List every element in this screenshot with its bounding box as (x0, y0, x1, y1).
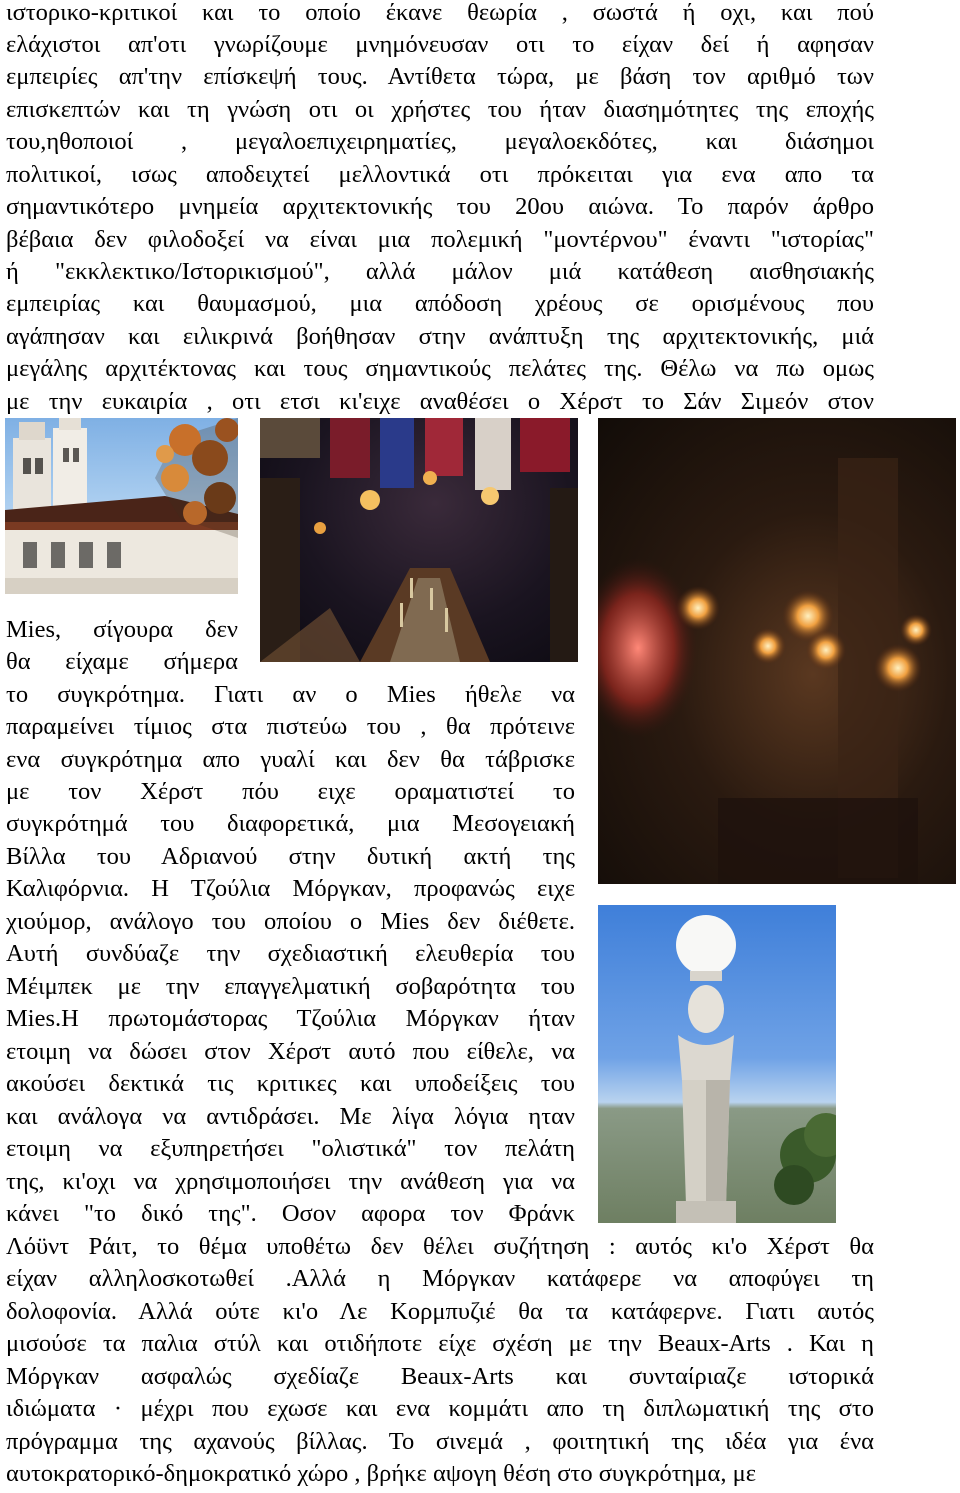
paragraph-line: ελάχιστοι απ'οτι γνωρίζουμε μνημόνευσαν οτι το είχαν δεί ή αφησαν (6, 31, 874, 58)
paragraph-line: βέβαια δεν φιλοδοξεί να είναι μια πολεμική "μοντέρνου" έναντι "ιστορίας" (6, 226, 874, 253)
paragraph-line: μισούσε τα παλια στύλ και οτιδήποτε είχε σχέση με την Beaux-Arts . Και η (6, 1330, 874, 1357)
paragraph-line: μεγάλης αρχιτέκτονας και τους σημαντικούς πελάτες της. Θέλω να πω ομως (6, 355, 874, 382)
paragraph-line: ενα συγκρότημα απο γυαλί και δεν θα τάβρισκε (6, 746, 575, 773)
paragraph-line: συγκρότημά του διαφορετικά, μια Μεσογειακή (6, 810, 575, 837)
paragraph-line: Καλιφόρνια. Η Τζούλια Μόργκαν, προφανώς ειχε (6, 875, 575, 902)
paragraph-line: εμπειρίες απ'την επίσκεψή τους. Αντίθετα τώρα, με βάση τον αριθμό των (6, 63, 874, 90)
paragraph-line: αγάπησαν και ειλικρινά βοήθησαν στην ανάπτυξη της αρχιτεκτονικής, μιά (6, 323, 874, 350)
paragraph-line: ή "εκκλεκτικο/Ιστορικισμού", αλλά μάλον μιά κατάθεση αισθησιακής (6, 258, 874, 285)
herm-lamp-illustration (598, 905, 836, 1223)
paragraph-line: είχαν αλληλοσκοτωθεί .Αλλά η Μόργκαν κατάφερε να αποφύγει τη (6, 1265, 874, 1292)
paragraph-line: Mies.Η πρωτομάστορας Τζούλια Μόργκαν ήταν (6, 1005, 575, 1032)
paragraph-line: σημαντικότερο μνημεία αρχιτεκτονικής του 20ου αιώνα. Το παρόν άρθρο (6, 193, 874, 220)
night-lamps-illustration (598, 418, 956, 884)
night-lamps-photo (598, 418, 956, 884)
paragraph-line: της, κι'οχι να χρησιμοποιήσει την ανάθεση για να (6, 1168, 575, 1195)
paragraph-line: Mies, σίγουρα δεν (6, 616, 238, 643)
paragraph-line: του,ηθοποιοί , μεγαλοεπιχειρηματίες, μεγαλοεκδότες, και διάσημοι (6, 128, 874, 155)
paragraph-line: αυτοκρατορικό-δημοκρατικό χώρο , βρήκε αψογη θέση στο συγκρότημα, με (6, 1460, 757, 1487)
paragraph-line: ετοιμη να εξυπηρετήσει "ολιστικά" τον πελάτη (6, 1135, 575, 1162)
paragraph-line: και ανάλογα να αντιδράσει. Με λίγα λόγια ηταν (6, 1103, 575, 1130)
paragraph-line: ιδιώματα · μέχρι που εχωσε και ενα κομμάτι απο τη διπλωματική της στο (6, 1395, 874, 1422)
paragraph-line: Μέιμπεκ με την επαγγελματική σοβαρότητα του (6, 973, 575, 1000)
herm-lamp-photo (598, 905, 836, 1223)
paragraph-line: με την ευκαιρία , οτι ετσι κι'ειχε αναθέσει ο Χέρστ το Σάν Σιμεόν στον (6, 388, 874, 415)
paragraph-line: ετοιμη να δώσει στον Χέρστ αυτό που είθελε, να (6, 1038, 575, 1065)
paragraph-line: ακούσει δεκτικά τις κριτικες και υποδείξεις του (6, 1070, 575, 1097)
paragraph-line: θα είχαμε σήμερα (6, 648, 238, 675)
dining-hall-photo (260, 418, 578, 662)
paragraph-line: με τον Χέρστ πόυ ειχε οραματιστεί το (6, 778, 575, 805)
paragraph-line: δολοφονία. Αλλά ούτε κι'ο Λε Κορμπυζιέ θα τα κατάφερνε. Γιατι αυτός (6, 1298, 874, 1325)
paragraph-line: κάνει "το δικό της". Οσον αφορα τον Φράνκ (6, 1200, 575, 1227)
paragraph-line: παραμείνει τίμιος στα πιστεύω του , θα πρότεινε (6, 713, 575, 740)
paragraph-line: πολιτικοί, ισως αποδειχτεί μελλοντικά οτι πρόκειται για ενα απο τα (6, 161, 874, 188)
paragraph-line: Λόϋντ Ράιτ, το θέμα υποθέτω δεν θέλει συζήτηση : αυτός κι'ο Χέρστ θα (6, 1233, 874, 1260)
paragraph-line: Αυτή συνδύαζε την σχεδιαστική ελευθερία του (6, 940, 575, 967)
paragraph-line: πρόγραμμα της αχανούς βίλλας. Το σινεμά , φοιτητική της ιδέα για ένα (6, 1428, 874, 1455)
castle-illustration (5, 418, 238, 594)
paragraph-line: ιστορικο-κριτικοί και το οποίο έκανε θεωρία , σωστά ή οχι, και πού (6, 0, 874, 26)
paragraph-line: επισκεπτών και τη γνώση οτι οι χρήστες του ήταν διασημότητες της εποχής (6, 96, 874, 123)
paragraph-line: εμπειρίας και θαυμασμού, μια απόδοση χρέους σε ορισμένους που (6, 290, 874, 317)
paragraph-line: Μόργκαν ασφαλώς σχεδίαζε Beaux-Arts και συνταίριαζε ιστορικά (6, 1363, 874, 1390)
paragraph-line: το συγκρότημα. Γιατι αν ο Mies ήθελε να (6, 681, 575, 708)
paragraph-line: Βίλλα του Αδριανού στην δυτική ακτή της (6, 843, 575, 870)
castle-photo (5, 418, 238, 594)
dining-hall-illustration (260, 418, 578, 662)
paragraph-line: χιούμορ, ανάλογο του οποίου ο Mies δεν διέθετε. (6, 908, 575, 935)
